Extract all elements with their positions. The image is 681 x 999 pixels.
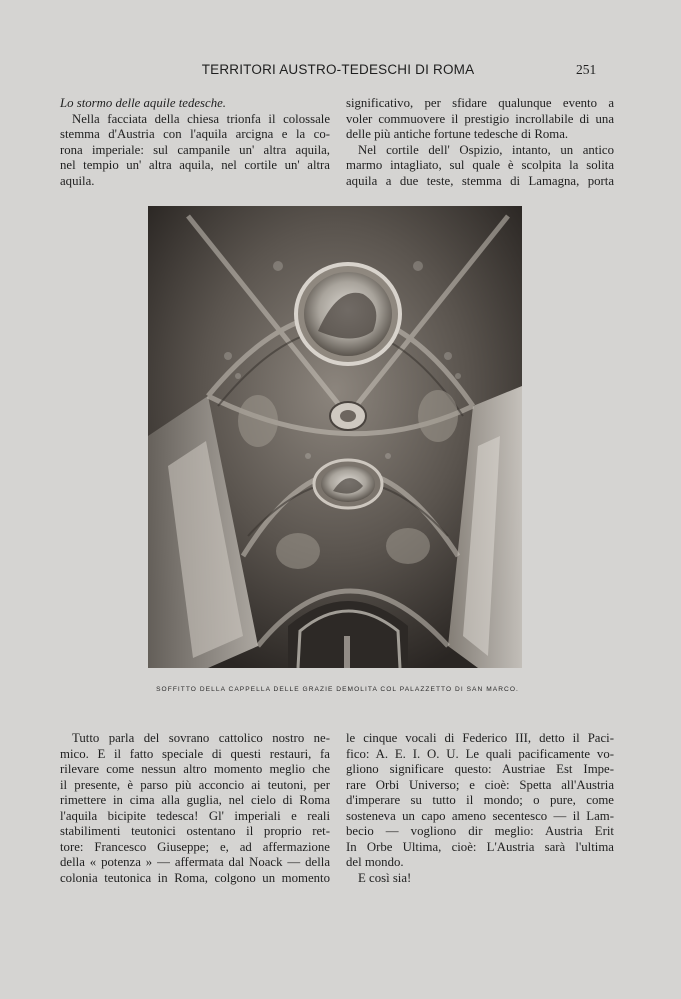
text-line: Tutto parla del sovrano cattolico nostro ne- — [72, 731, 330, 745]
text-line: E così sia! — [358, 870, 412, 885]
text-line: rilevare come nessun altro momento meglio che — [60, 762, 330, 776]
text-line: del mondo. — [346, 855, 404, 869]
text-line: colonia teutonica in Roma, colgono un momento — [60, 870, 330, 885]
text-line: il presente, è parso più acconcio ai teutoni, per — [60, 777, 330, 792]
text-line: voler commuovere il prestigio incrollabile di una — [346, 111, 614, 126]
text-line: rare Orbi Universo; e cioè: Spetta all'Austria — [346, 777, 614, 792]
text-line: Nella facciata della chiesa trionfa il colossale — [72, 111, 330, 126]
text-line: marmo intagliato, sul quale è scolpita la solita — [346, 158, 614, 172]
ceiling-illustration — [148, 206, 522, 668]
bottom-left-column — [60, 731, 330, 886]
text-line: stabilimenti teutonici ostentano il proprio ret- — [60, 824, 330, 838]
section-heading: Lo stormo delle aquile tedesche. — [60, 96, 226, 110]
text-line: tore: Francesco Giuseppe; e, ad affermazione — [60, 839, 330, 854]
text-line: d'imperare su tutto il mondo; o pure, come — [346, 793, 614, 807]
text-line: sosteneva un capo ameno secentesco — il Lam- — [346, 808, 614, 823]
text-line: becio — vogliono dir meglio: Austria Erit — [346, 824, 614, 838]
running-header — [0, 62, 681, 82]
text-line: significativo, per sfidare qualunque evento a — [346, 96, 614, 110]
text-line: l'aquila bicipite tedesca! Gl' imperiali e reali — [60, 808, 330, 823]
ceiling-photograph — [148, 206, 522, 668]
text-line: le cinque vocali di Federico III, detto il Paci- — [346, 731, 614, 745]
text-line: In Orbe Ultima, cioè: L'Austria sarà l'ultima — [346, 839, 614, 854]
top-left-column — [60, 96, 330, 189]
text-line: mico. E il fatto speciale di questi restauri, fa — [60, 746, 330, 761]
figure-caption: SOFFITTO DELLA CAPPELLA DELLE GRAZIE DEMOLITA COL PALAZZETTO DI SAN MARCO. — [156, 686, 519, 693]
text-line: della « potenza » — affermata dal Noack — della — [60, 855, 330, 869]
text-line: Nel cortile dell' Ospizio, intanto, un antico — [358, 142, 614, 157]
text-line: aquila. — [60, 173, 95, 188]
text-line: nel tempio un' altra aquila, nel cortile un' altra — [60, 158, 330, 172]
text-line: rona imperiale: sul campanile un' altra aquila, — [60, 142, 330, 157]
text-line: delle più antiche fortune tedesche di Roma. — [346, 127, 569, 141]
running-title: TERRITORI AUSTRO-TEDESCHI DI ROMA — [201, 62, 475, 77]
top-right-column — [346, 96, 614, 189]
text-line: gliono significare questo: Austriae Est Impe- — [346, 762, 614, 776]
text-line: fico: A. E. I. O. U. Le quali pacificamente vo- — [346, 746, 614, 761]
page-number: 251 — [576, 62, 597, 77]
text-line: stemma d'Austria con l'aquila arcigna e la co- — [60, 127, 330, 141]
bottom-right-column — [346, 731, 614, 886]
text-line: aquila a due teste, stemma di Lamagna, porta — [346, 173, 614, 188]
text-line: rimettere in cima alla guglia, nel cielo di Roma — [60, 793, 330, 807]
